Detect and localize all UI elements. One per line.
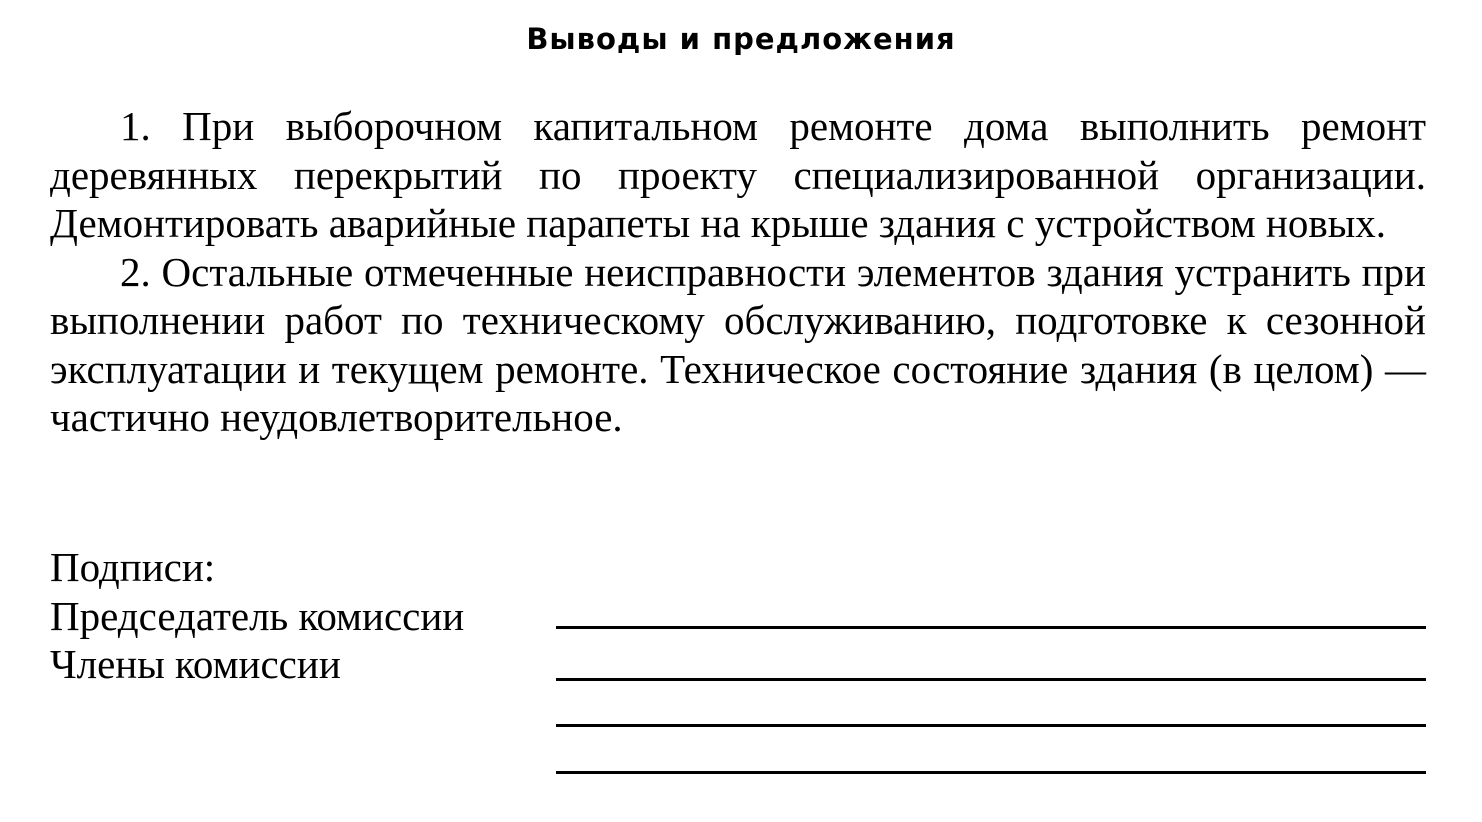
members-row	[50, 640, 1426, 689]
section-heading: Выводы и предложения	[526, 22, 956, 56]
signatures-title: Подписи:	[50, 544, 216, 590]
member-signature-line-2	[556, 724, 1426, 727]
paragraph-1: 1. При выборочном капитальном ремонте дома выполнить ремонт деревянных перекрытий по проекту специализированной организации. Демонтировать аварийные парапеты на крыше здания с устройством новых.	[50, 103, 1426, 246]
chairman-label: Председатель комиссии	[50, 592, 465, 639]
chairman-signature-line	[556, 626, 1426, 629]
document-body	[50, 102, 1426, 442]
members-label: Члены комиссии	[50, 641, 341, 687]
member-signature-line-3	[556, 771, 1426, 774]
chairman-row	[50, 592, 1426, 641]
signatures-block	[50, 543, 1426, 689]
member-signature-line-1	[556, 678, 1426, 681]
paragraph-2: 2. Остальные отмеченные неисправности элементов здания устранить при выполнении работ по техническому обслуживанию, подготовке к сезонной эксплуатации и текущем ремонте. Техническое состояние здания (в целом) — частично неудовлетворительное.	[50, 248, 1426, 440]
